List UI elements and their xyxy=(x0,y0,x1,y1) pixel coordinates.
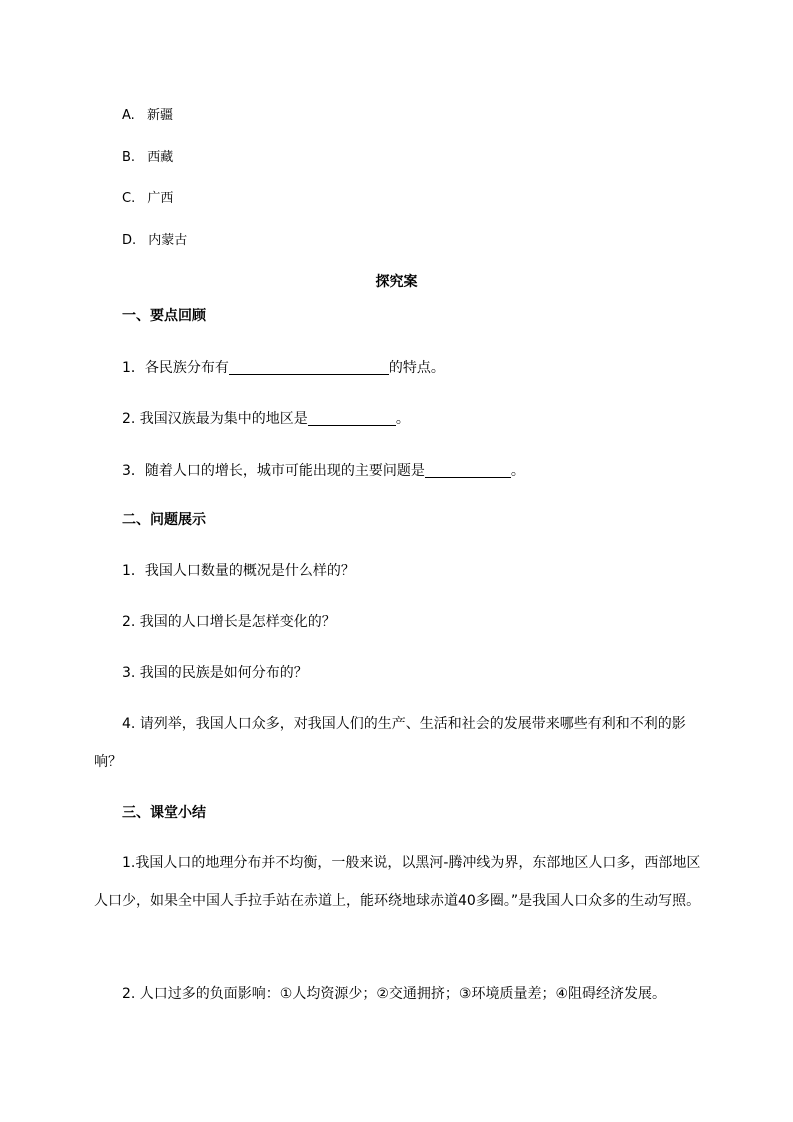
part2-question-4: 4. 请列举，我国人口众多，对我国人们的生产、生活和社会的发展带来哪些有利和不利的影响？ xyxy=(94,716,686,770)
part2-question-2: 2. 我国的人口增长是怎样变化的？ xyxy=(122,614,336,630)
option-d xyxy=(122,231,793,251)
option-text: 新疆 xyxy=(146,108,173,123)
part2-question-3: 3. 我国的民族是如何分布的？ xyxy=(122,665,308,681)
option-text: 内蒙古 xyxy=(148,233,188,248)
question-text: 。 xyxy=(395,411,410,427)
option-letter: B. xyxy=(122,150,136,165)
option-letter: A. xyxy=(122,108,135,123)
section-title: 探究案 xyxy=(375,274,418,290)
part1-question-2 xyxy=(122,408,793,429)
question-text: 。 xyxy=(510,463,525,479)
question-text: 3．随着人口的增长，城市可能出现的主要问题是 xyxy=(122,463,425,479)
answer-blank[interactable] xyxy=(425,463,511,478)
option-c xyxy=(122,189,793,209)
question-text: 2. 我国汉族最为集中的地区是 xyxy=(122,411,308,427)
answer-blank[interactable] xyxy=(308,411,396,426)
summary-paragraph-2: 2. 人口过多的负面影响：①人均资源少；②交通拥挤；③环境质量差；④阻碍经济发展。 xyxy=(122,986,667,1002)
option-letter: C. xyxy=(122,191,136,206)
part1-question-3 xyxy=(122,460,793,481)
part1-question-1 xyxy=(122,357,793,378)
option-a xyxy=(122,106,793,126)
question-text: 的特点。 xyxy=(388,360,445,376)
option-text: 广西 xyxy=(147,191,174,206)
option-letter: D. xyxy=(122,233,137,248)
option-text: 西藏 xyxy=(147,150,174,165)
answer-blank[interactable] xyxy=(229,360,389,375)
question-text: 1．各民族分布有 xyxy=(122,360,229,376)
part2-heading: 二、问题展示 xyxy=(122,512,206,528)
part1-heading: 一、要点回顾 xyxy=(122,308,206,324)
option-b xyxy=(122,148,793,168)
part3-heading: 三、课堂小结 xyxy=(122,805,206,821)
summary-paragraph-1: 1.我国人口的地理分布并不均衡，一般来说，以黑河-腾冲线为界，东部地区人口多，西部地区人口少，如果全中国人手拉手站在赤道上，能环绕地球赤道40多圈。”是我国人口众多的生动写照。 xyxy=(94,855,701,909)
part2-question-1: 1．我国人口数量的概况是什么样的？ xyxy=(122,563,355,579)
